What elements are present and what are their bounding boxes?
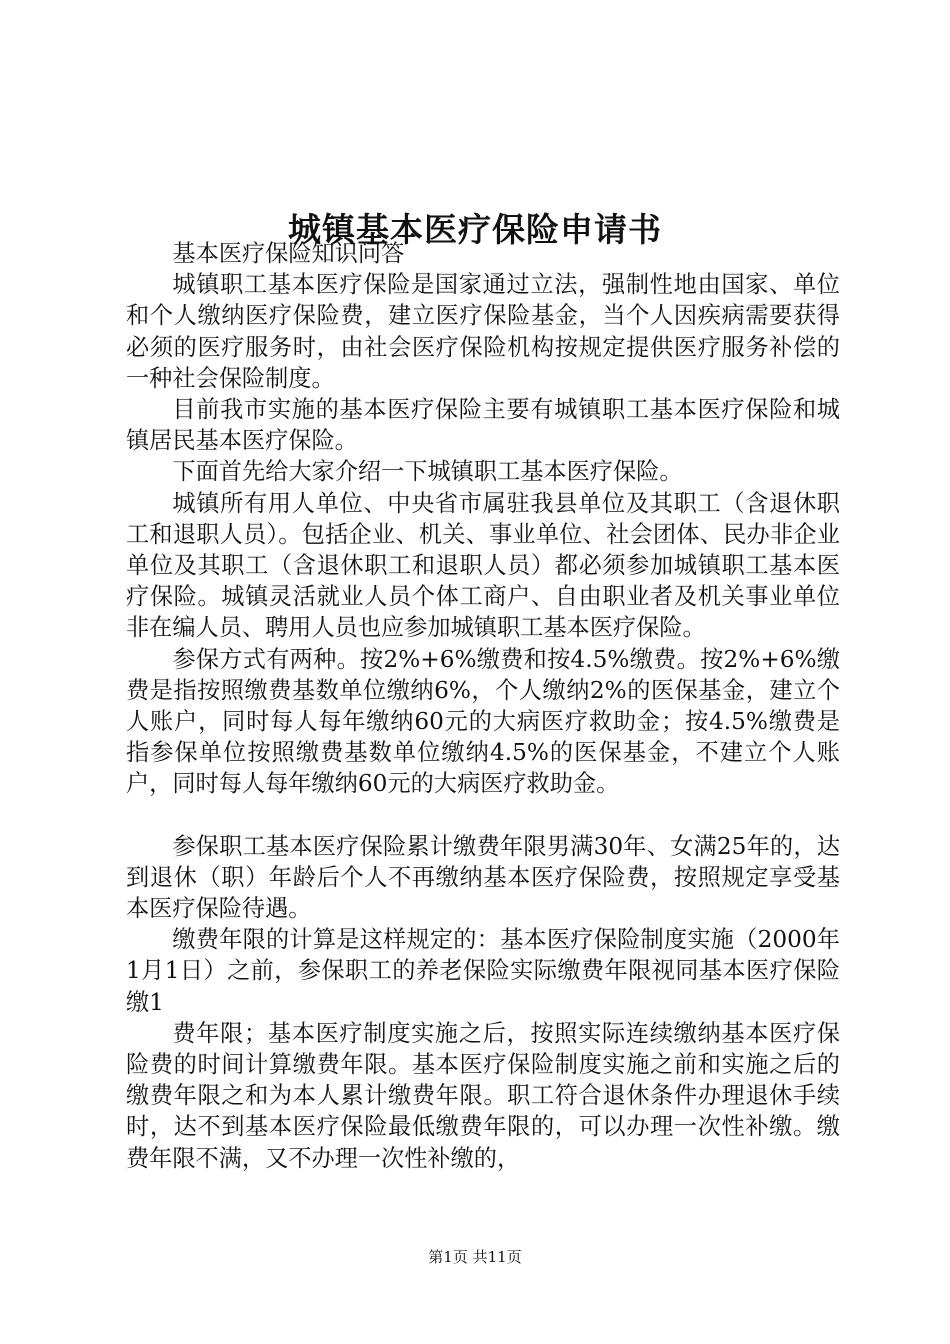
paragraph-intro-heading: 基本医疗保险知识问答 <box>172 240 405 267</box>
paragraph-coverage-scope: 城镇所有用人单位、中央省市属驻我县单位及其职工（含退休职工和退职人员）。包括企业、机关、事业单位、社会团体、民办非企业单位及其职工（含退休职工和退职人员）都必须参加城镇职工基本医疗保险。城镇灵活就业人员个体工商户、自由职业者及机关事业单位非在编人员、聘用人员也应参加城镇职工基本医疗保险。 <box>126 489 840 642</box>
page-indicator: 第1页 共11页 <box>428 1248 522 1266</box>
paragraph-year-calculation: 缴费年限的计算是这样规定的：基本医疗保险制度实施（2000年1月1日）之前，参保职工的养老保险实际缴费年限视同基本医疗保险缴1 <box>126 926 840 1016</box>
paragraph-year-calculation-continued: 费年限；基本医疗制度实施之后，按照实际连续缴纳基本医疗保险费的时间计算缴费年限。基本医疗保险制度实施之前和实施之后的缴费年限之和为本人累计缴费年限。职工符合退休条件办理退休手续时，达不到基本医疗保险最低缴费年限的，可以办理一次性补缴。缴费年限不满，又不办理一次性补缴的， <box>126 1019 840 1172</box>
paragraph-insurance-types: 目前我市实施的基本医疗保险主要有城镇职工基本医疗保险和城镇居民基本医疗保险。 <box>126 396 840 455</box>
paragraph-introduction: 下面首先给大家介绍一下城镇职工基本医疗保险。 <box>172 458 683 486</box>
document-title: 城镇基本医疗保险申请书 <box>288 210 662 250</box>
paragraph-definition: 城镇职工基本医疗保险是国家通过立法，强制性地由国家、单位和个人缴纳医疗保险费，建立医疗保险基金，当个人因疾病需要获得必须的医疗服务时，由社会医疗保险机构按规定提供医疗服务补偿的一种社会保险制度。 <box>126 271 840 392</box>
document-body <box>126 238 840 1174</box>
paragraph-payment-methods: 参保方式有两种。按2%+6%缴费和按4.5%缴费。按2%+6%缴费是指按照缴费基数单位缴纳6%，个人缴纳2%的医保基金，建立个人账户，同时每人每年缴纳60元的大病医疗救助金；按4.5%缴费是指参保单位按照缴费基数单位缴纳4.5%的医保基金，不建立个人账户，同时每人每年缴纳60元的大病医疗救助金。 <box>126 645 840 798</box>
paragraph-payment-years: 参保职工基本医疗保险累计缴费年限男满30年、女满25年的，达到退休（职）年龄后个人不再缴纳基本医疗保险费，按照规定享受基本医疗保险待遇。 <box>126 832 840 923</box>
